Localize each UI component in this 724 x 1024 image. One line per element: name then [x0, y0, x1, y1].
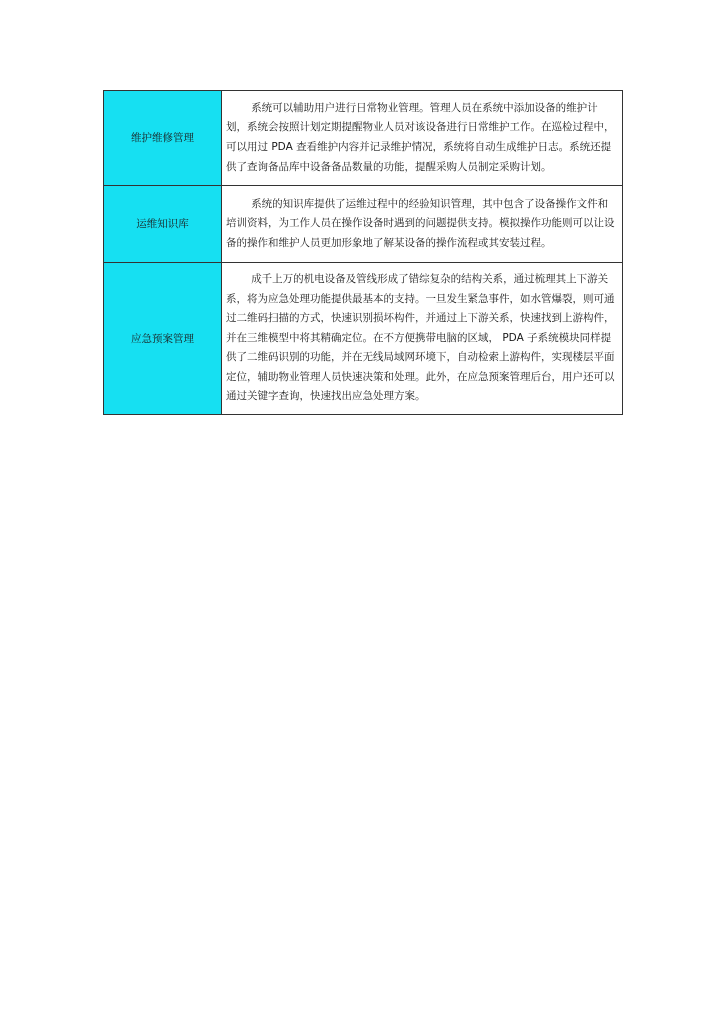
table-row-maintenance: [104, 91, 623, 186]
row-heading-knowledge-base: 运维知识库: [104, 186, 222, 263]
row-heading-maintenance: 维护维修管理: [104, 91, 222, 186]
table-row-knowledge-base: [104, 186, 623, 263]
row-description-maintenance: 系统可以辅助用户进行日常物业管理。管理人员在系统中添加设备的维护计划，系统会按照计划定期提醒物业人员对该设备进行日常维护工作。在巡检过程中，可以用过 PDA 查看维护内容并记录维护情况，系统将自动生成维护日志。系统还提供了查询备品库中设备备品数量的功能，提醒采购人员制定采购计划。: [222, 91, 623, 186]
row-description-emergency-plan: 成千上万的机电设备及管线形成了错综复杂的结构关系，通过梳理其上下游关系，将为应急处理功能提供最基本的支持。一旦发生紧急事件，如水管爆裂，则可通过二维码扫描的方式，快速识别损坏构件，并通过上下游关系，快速找到上游构件，并在三维模型中将其精确定位。在不方便携带电脑的区域， PDA 子系统模块同样提供了二维码识别的功能，并在无线局域网环境下，自动检索上游构件，实现楼层平面定位，辅助物业管理人员快速决策和处理。此外，在应急预案管理后台，用户还可以通过关键字查询，快速找出应急处理方案。: [222, 263, 623, 415]
function-table: [103, 90, 623, 415]
row-description-knowledge-base: 系统的知识库提供了运维过程中的经验知识管理，其中包含了设备操作文件和培训资料，为工作人员在操作设备时遇到的问题提供支持。模拟操作功能则可以让设备的操作和维护人员更加形象地了解某设备的操作流程或其安装过程。: [222, 186, 623, 263]
table-row-emergency-plan: [104, 263, 623, 415]
row-heading-emergency-plan: 应急预案管理: [104, 263, 222, 415]
